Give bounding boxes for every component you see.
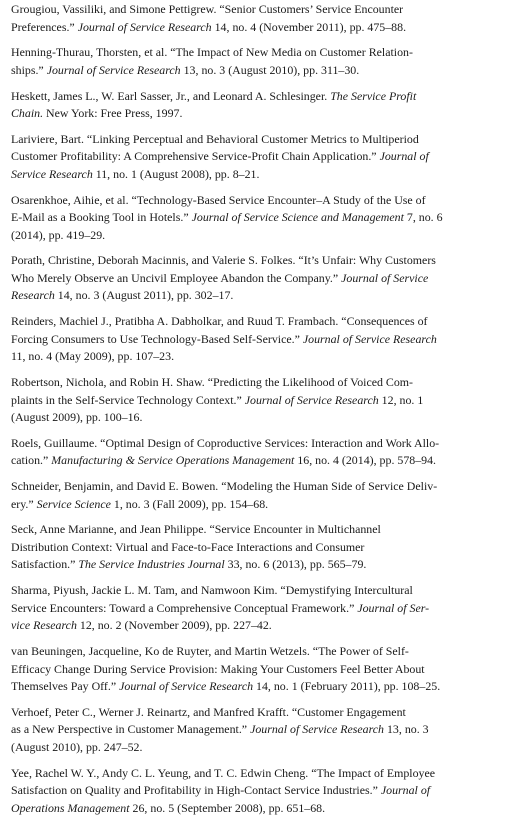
reference-text: Efficacy Change During Service Provision: Making Your Customers Feel Better About <box>11 661 425 676</box>
reference-text: 33, no. 6 (2013), pp. 565–79. <box>224 557 367 572</box>
reference-entry <box>11 478 525 513</box>
reference-text: Henning-Thurau, Thorsten, et al. “The Impact of New Media on Customer Relation- <box>11 45 413 60</box>
reference-entry <box>11 44 525 79</box>
reference-entry <box>11 313 525 366</box>
reference-text: Forcing Consumers to Use Technology-Based Self-Service.” <box>11 331 303 346</box>
reference-text: Preferences.” <box>11 19 78 34</box>
reference-text: 16, no. 4 (2014), pp. 578–94. <box>294 453 437 468</box>
reference-entry <box>11 765 525 818</box>
reference-text: Yee, Rachel W. Y., Andy C. L. Yeung, and T. C. Edwin Cheng. “The Impact of Employee <box>11 765 436 780</box>
reference-text: Grougiou, Vassiliki, and Simone Pettigrew. “Senior Customers’ Service Encounter <box>11 2 404 16</box>
reference-italic-text: Chain. <box>11 106 44 121</box>
reference-text: Satisfaction on Quality and Profitability in High-Contact Service Industries.” <box>11 783 381 798</box>
reference-italic-text: Manufacturing & Service Operations Management <box>51 453 295 468</box>
reference-italic-text: Journal of Service Research <box>77 19 212 34</box>
reference-text: ships.” <box>11 62 47 77</box>
reference-italic-text: Journal of Service Research <box>119 679 254 694</box>
reference-italic-text: The Service Profit <box>330 88 417 103</box>
reference-text: van Beuningen, Jacqueline, Ko de Ruyter, and Martin Wetzels. “The Power of Self- <box>11 644 409 659</box>
reference-entry <box>11 643 525 696</box>
reference-text: ery.” <box>11 496 37 511</box>
reference-text: cation.” <box>11 453 52 468</box>
reference-italic-text: Journal of <box>379 149 429 164</box>
reference-italic-text: Service Research <box>11 166 93 181</box>
reference-text: Service Encounters: Toward a Comprehensive Conceptual Framework.” <box>11 600 358 615</box>
reference-text: 11, no. 4 (May 2009), pp. 107–23. <box>11 349 175 364</box>
reference-text: Who Merely Observe an Uncivil Employee Abandon the Company.” <box>11 270 342 285</box>
reference-list <box>11 1 525 825</box>
reference-entry <box>11 1 525 36</box>
reference-text: 11, no. 1 (August 2008), pp. 8–21. <box>92 166 260 181</box>
reference-entry <box>11 88 525 123</box>
reference-italic-text: vice Research <box>11 618 77 633</box>
reference-text: Verhoef, Peter C., Werner J. Reinartz, and Manfred Krafft. “Customer Engagement <box>11 704 406 719</box>
reference-text: (August 2010), pp. 247–52. <box>11 739 143 754</box>
reference-italic-text: Journal of Service Research <box>302 331 437 346</box>
reference-text: New York: Free Press, 1997. <box>43 106 183 121</box>
reference-entry <box>11 435 525 470</box>
reference-text: 1, no. 3 (Fall 2009), pp. 154–68. <box>110 496 269 511</box>
reference-text: plaints in the Self-Service Technology Context.” <box>11 392 245 407</box>
reference-entry <box>11 374 525 427</box>
reference-text: Sharma, Piyush, Jackie L. M. Tam, and Namwoon Kim. “Demystifying Intercultural <box>11 583 413 598</box>
reference-entry <box>11 704 525 757</box>
reference-text: 14, no. 1 (February 2011), pp. 108–25. <box>253 679 441 694</box>
reference-text: 12, no. 2 (November 2009), pp. 227–42. <box>76 618 272 633</box>
reference-text: Seck, Anne Marianne, and Jean Philippe. “Service Encounter in Multichannel <box>11 522 381 537</box>
reference-text: 14, no. 4 (November 2011), pp. 475–88. <box>211 19 407 34</box>
reference-entry <box>11 252 525 305</box>
reference-text: 14, no. 3 (August 2011), pp. 302–17. <box>54 288 234 303</box>
reference-text: Porath, Christine, Deborah Macinnis, and Valerie S. Folkes. “It’s Unfair: Why Customers <box>11 253 436 268</box>
reference-text: Schneider, Benjamin, and David E. Bowen. “Modeling the Human Side of Service Deliv- <box>11 479 438 494</box>
reference-italic-text: Journal of Service <box>341 270 429 285</box>
reference-entry <box>11 521 525 574</box>
reference-text: Themselves Pay Off.” <box>11 679 120 694</box>
reference-text: (August 2009), pp. 100–16. <box>11 410 143 425</box>
reference-text: 12, no. 1 <box>378 392 424 407</box>
reference-italic-text: Journal of Service Research <box>46 62 181 77</box>
reference-text: Lariviere, Bart. “Linking Perceptual and Behavioral Customer Metrics to Multiperiod <box>11 131 419 146</box>
reference-text: 26, no. 5 (September 2008), pp. 651–68. <box>129 800 326 815</box>
reference-italic-text: Journal of Ser- <box>357 600 430 615</box>
reference-italic-text: Journal of Service Science and Management <box>191 210 404 225</box>
reference-entry <box>11 582 525 635</box>
reference-italic-text: Journal of <box>380 783 431 798</box>
reference-italic-text: The Service Industries Journal <box>78 557 225 572</box>
reference-entry <box>11 192 525 245</box>
reference-text: 13, no. 3 (August 2010), pp. 311–30. <box>180 62 360 77</box>
reference-text: Roels, Guillaume. “Optimal Design of Coproductive Services: Interaction and Work Allo- <box>11 435 440 450</box>
reference-italic-text: Journal of Service Research <box>244 392 379 407</box>
reference-text: Heskett, James L., W. Earl Sasser, Jr., and Leonard A. Schlesinger. <box>11 88 331 103</box>
reference-italic-text: Journal of Service Research <box>250 722 385 737</box>
reference-text: Satisfaction.” <box>11 557 79 572</box>
reference-italic-text: Operations Management <box>11 800 130 815</box>
reference-text: E-Mail as a Booking Tool in Hotels.” <box>11 210 192 225</box>
reference-text: Customer Profitability: A Comprehensive Service-Profit Chain Application.” <box>11 149 380 164</box>
reference-text: Distribution Context: Virtual and Face-to-Face Interactions and Consumer <box>11 539 365 554</box>
reference-entry <box>11 131 525 184</box>
reference-text: 7, no. 6 <box>403 210 443 225</box>
reference-text: 13, no. 3 <box>384 722 429 737</box>
reference-italic-text: Service Science <box>36 496 111 511</box>
reference-text: Osarenkhoe, Aihie, et al. “Technology-Based Service Encounter–A Study of the Use of <box>11 192 426 207</box>
reference-text: Reinders, Machiel J., Pratibha A. Dabholkar, and Ruud T. Frambach. “Consequences of <box>11 314 428 329</box>
reference-text: as a New Perspective in Customer Management.” <box>11 722 251 737</box>
reference-text: (2014), pp. 419–29. <box>11 227 106 242</box>
reference-italic-text: Research <box>11 288 55 303</box>
reference-text: Robertson, Nichola, and Robin H. Shaw. “Predicting the Likelihood of Voiced Com- <box>11 375 414 390</box>
